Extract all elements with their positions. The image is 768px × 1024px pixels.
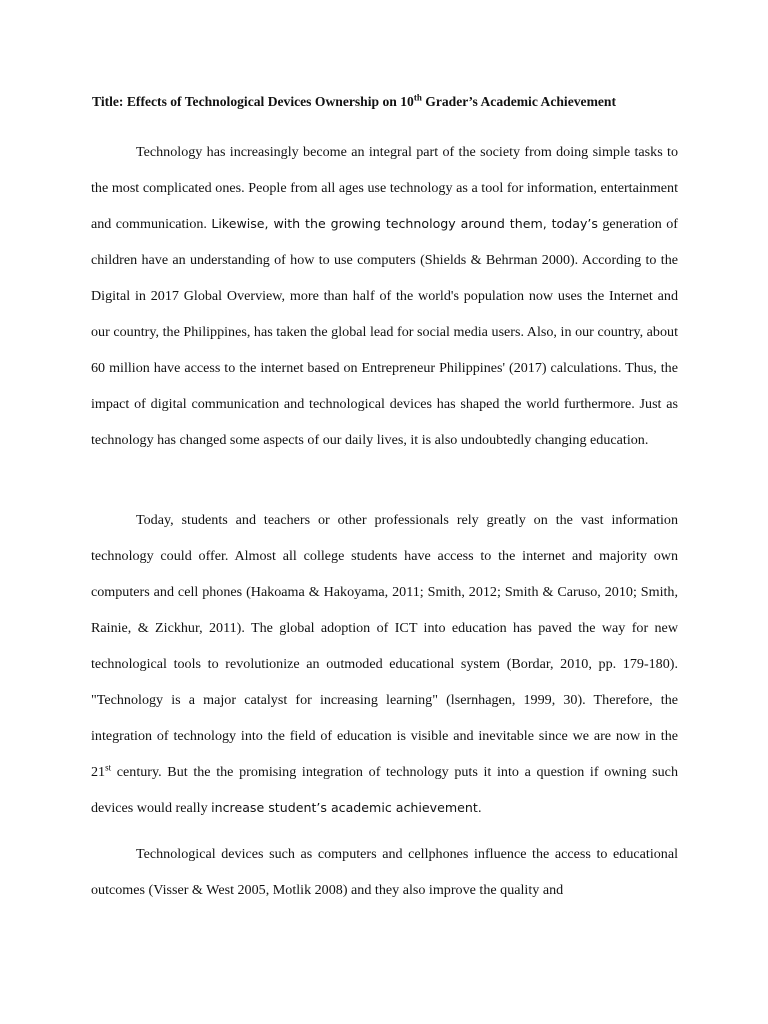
title-superscript: th	[413, 92, 422, 103]
title-text-end: Grader’s Academic Achievement	[421, 94, 617, 109]
paragraph-2-superscript: st	[105, 762, 112, 773]
paragraph-1-text-a: Technology has increasingly become an integral part of the society from doing simple tasks to the most complicated ones. People from all ages use technology as a tool for information, entertainment and communication.	[91, 144, 678, 232]
paragraph-1-text-b: Likewise, with the growing technology around them, today’s	[211, 216, 598, 231]
paragraph-2	[91, 502, 678, 826]
paragraph-2-text-b: century. But the the promising integration of technology puts it into a question if owning such devices would really	[91, 764, 678, 816]
paragraph-3-text: Technological devices such as computers and cellphones influence the access to educational outcomes (Visser & West 2005, Motlik 2008) and they also improve the quality and	[91, 846, 678, 898]
paragraph-2-text-a: Today, students and teachers or other professionals rely greatly on the vast information technology could offer. Almost all college students have access to the internet and majority own computers and cell phones (Hakoama & Hakoyama, 2011; Smith, 2012; Smith & Caruso, 2010; Smith, Rainie, & Zickhur, 2011). The global adoption of ICT into education has paved the way for new technological tools to revolutionize an outmoded educational system (Bordar, 2010, pp. 179-180). "Technology is a major catalyst for increasing learning" (lsernhagen, 1999, 30). Therefore, the integration of technology into the field of education is visible and inevitable since we are now in the 21	[91, 512, 678, 780]
title-text: Title: Effects of Technological Devices Ownership on 10	[92, 94, 414, 109]
paragraph-1-text-c: generation of children have an understanding of how to use computers (Shields & Behrman 2000). According to the Digital in 2017 Global Overview, more than half of the world's population now uses the Internet and our country, the Philippines, has taken the global lead for social media users. Also, in our country, about 60 million have access to the internet based on Entrepreneur Philippines' (2017) calculations. Thus, the impact of digital communication and technological devices has shaped the world furthermore. Just as technology has changed some aspects of our daily lives, it is also undoubtedly changing education.	[91, 216, 678, 448]
document-title	[92, 92, 692, 112]
paragraph-3	[91, 836, 678, 908]
paragraph-2-text-c: increase student’s academic achievement.	[211, 800, 482, 815]
paragraph-1	[91, 134, 678, 458]
